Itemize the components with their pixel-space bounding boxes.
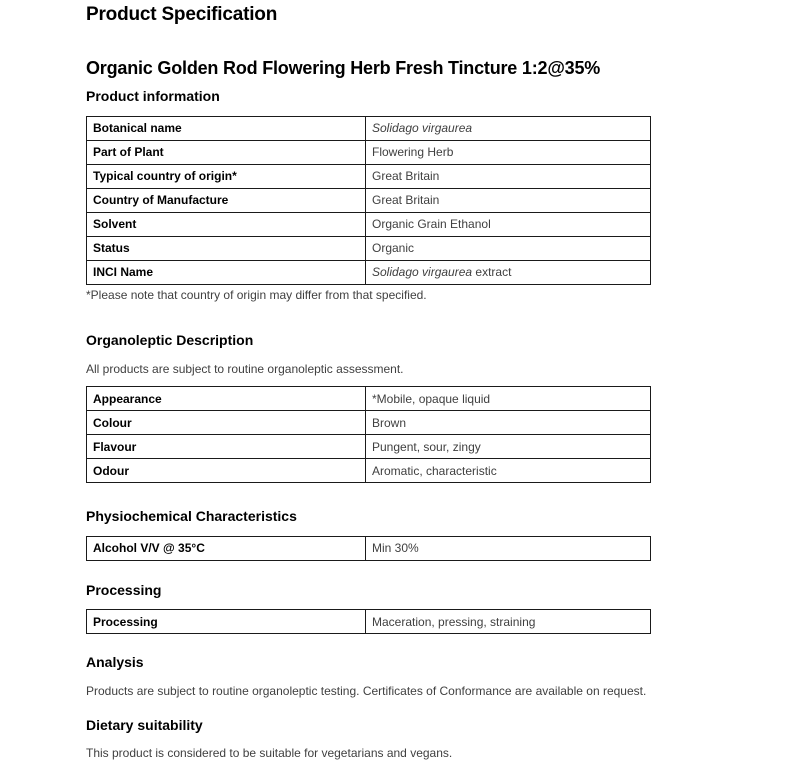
section-heading-processing: Processing — [86, 581, 162, 598]
section-heading-organoleptic: Organoleptic Description — [86, 332, 254, 349]
row-label: Typical country of origin* — [87, 164, 366, 188]
row-value — [366, 260, 651, 284]
section-heading-dietary: Dietary suitability — [86, 716, 203, 733]
product-information-table — [86, 116, 651, 285]
row-value: Min 30% — [366, 536, 651, 560]
row-label: Status — [87, 236, 366, 260]
row-value: *Mobile, opaque liquid — [366, 387, 651, 411]
table-row — [87, 116, 651, 140]
table-row — [87, 411, 651, 435]
row-value: Great Britain — [366, 164, 651, 188]
document-title: Product Specification — [86, 4, 278, 25]
table-row — [87, 140, 651, 164]
section-heading-physiochemical: Physiochemical Characteristics — [86, 508, 297, 525]
table-row — [87, 212, 651, 236]
inci-name-rest: extract — [472, 265, 512, 280]
row-label: Colour — [87, 411, 366, 435]
row-value: Maceration, pressing, straining — [366, 610, 651, 634]
product-name-heading: Organic Golden Rod Flowering Herb Fresh Tincture 1:2@35% — [86, 57, 601, 78]
table-row — [87, 188, 651, 212]
dietary-body: This product is considered to be suitable for vegetarians and vegans. — [86, 746, 453, 761]
row-label: Botanical name — [87, 116, 366, 140]
row-label: Country of Manufacture — [87, 188, 366, 212]
physiochemical-table — [86, 536, 651, 561]
row-label: Part of Plant — [87, 140, 366, 164]
row-value: Flowering Herb — [366, 140, 651, 164]
row-value: Organic Grain Ethanol — [366, 212, 651, 236]
organoleptic-intro: All products are subject to routine organoleptic assessment. — [86, 361, 404, 376]
processing-table — [86, 609, 651, 634]
inci-name-latin: Solidago virgaurea — [372, 265, 473, 280]
row-value: Great Britain — [366, 188, 651, 212]
row-label: Processing — [87, 610, 366, 634]
section-heading-product-information: Product information — [86, 88, 220, 105]
row-label: INCI Name — [87, 260, 366, 284]
organoleptic-table — [86, 386, 651, 483]
botanical-name-value: Solidago virgaurea — [372, 121, 473, 136]
row-value: Pungent, sour, zingy — [366, 435, 651, 459]
row-label: Odour — [87, 459, 366, 483]
table-row — [87, 536, 651, 560]
origin-footnote: *Please note that country of origin may differ from that specified. — [86, 287, 427, 302]
row-label: Appearance — [87, 387, 366, 411]
row-label: Solvent — [87, 212, 366, 236]
analysis-body: Products are subject to routine organoleptic testing. Certificates of Conformance are available on request. — [86, 683, 647, 698]
table-row — [87, 260, 651, 284]
table-row — [87, 459, 651, 483]
table-row — [87, 236, 651, 260]
table-row — [87, 435, 651, 459]
table-row — [87, 610, 651, 634]
row-value: Brown — [366, 411, 651, 435]
table-row — [87, 164, 651, 188]
row-value: Organic — [366, 236, 651, 260]
row-value: Aromatic, characteristic — [366, 459, 651, 483]
row-label: Alcohol V/V @ 35°C — [87, 536, 366, 560]
row-value — [366, 116, 651, 140]
table-row — [87, 387, 651, 411]
section-heading-analysis: Analysis — [86, 654, 144, 671]
row-label: Flavour — [87, 435, 366, 459]
